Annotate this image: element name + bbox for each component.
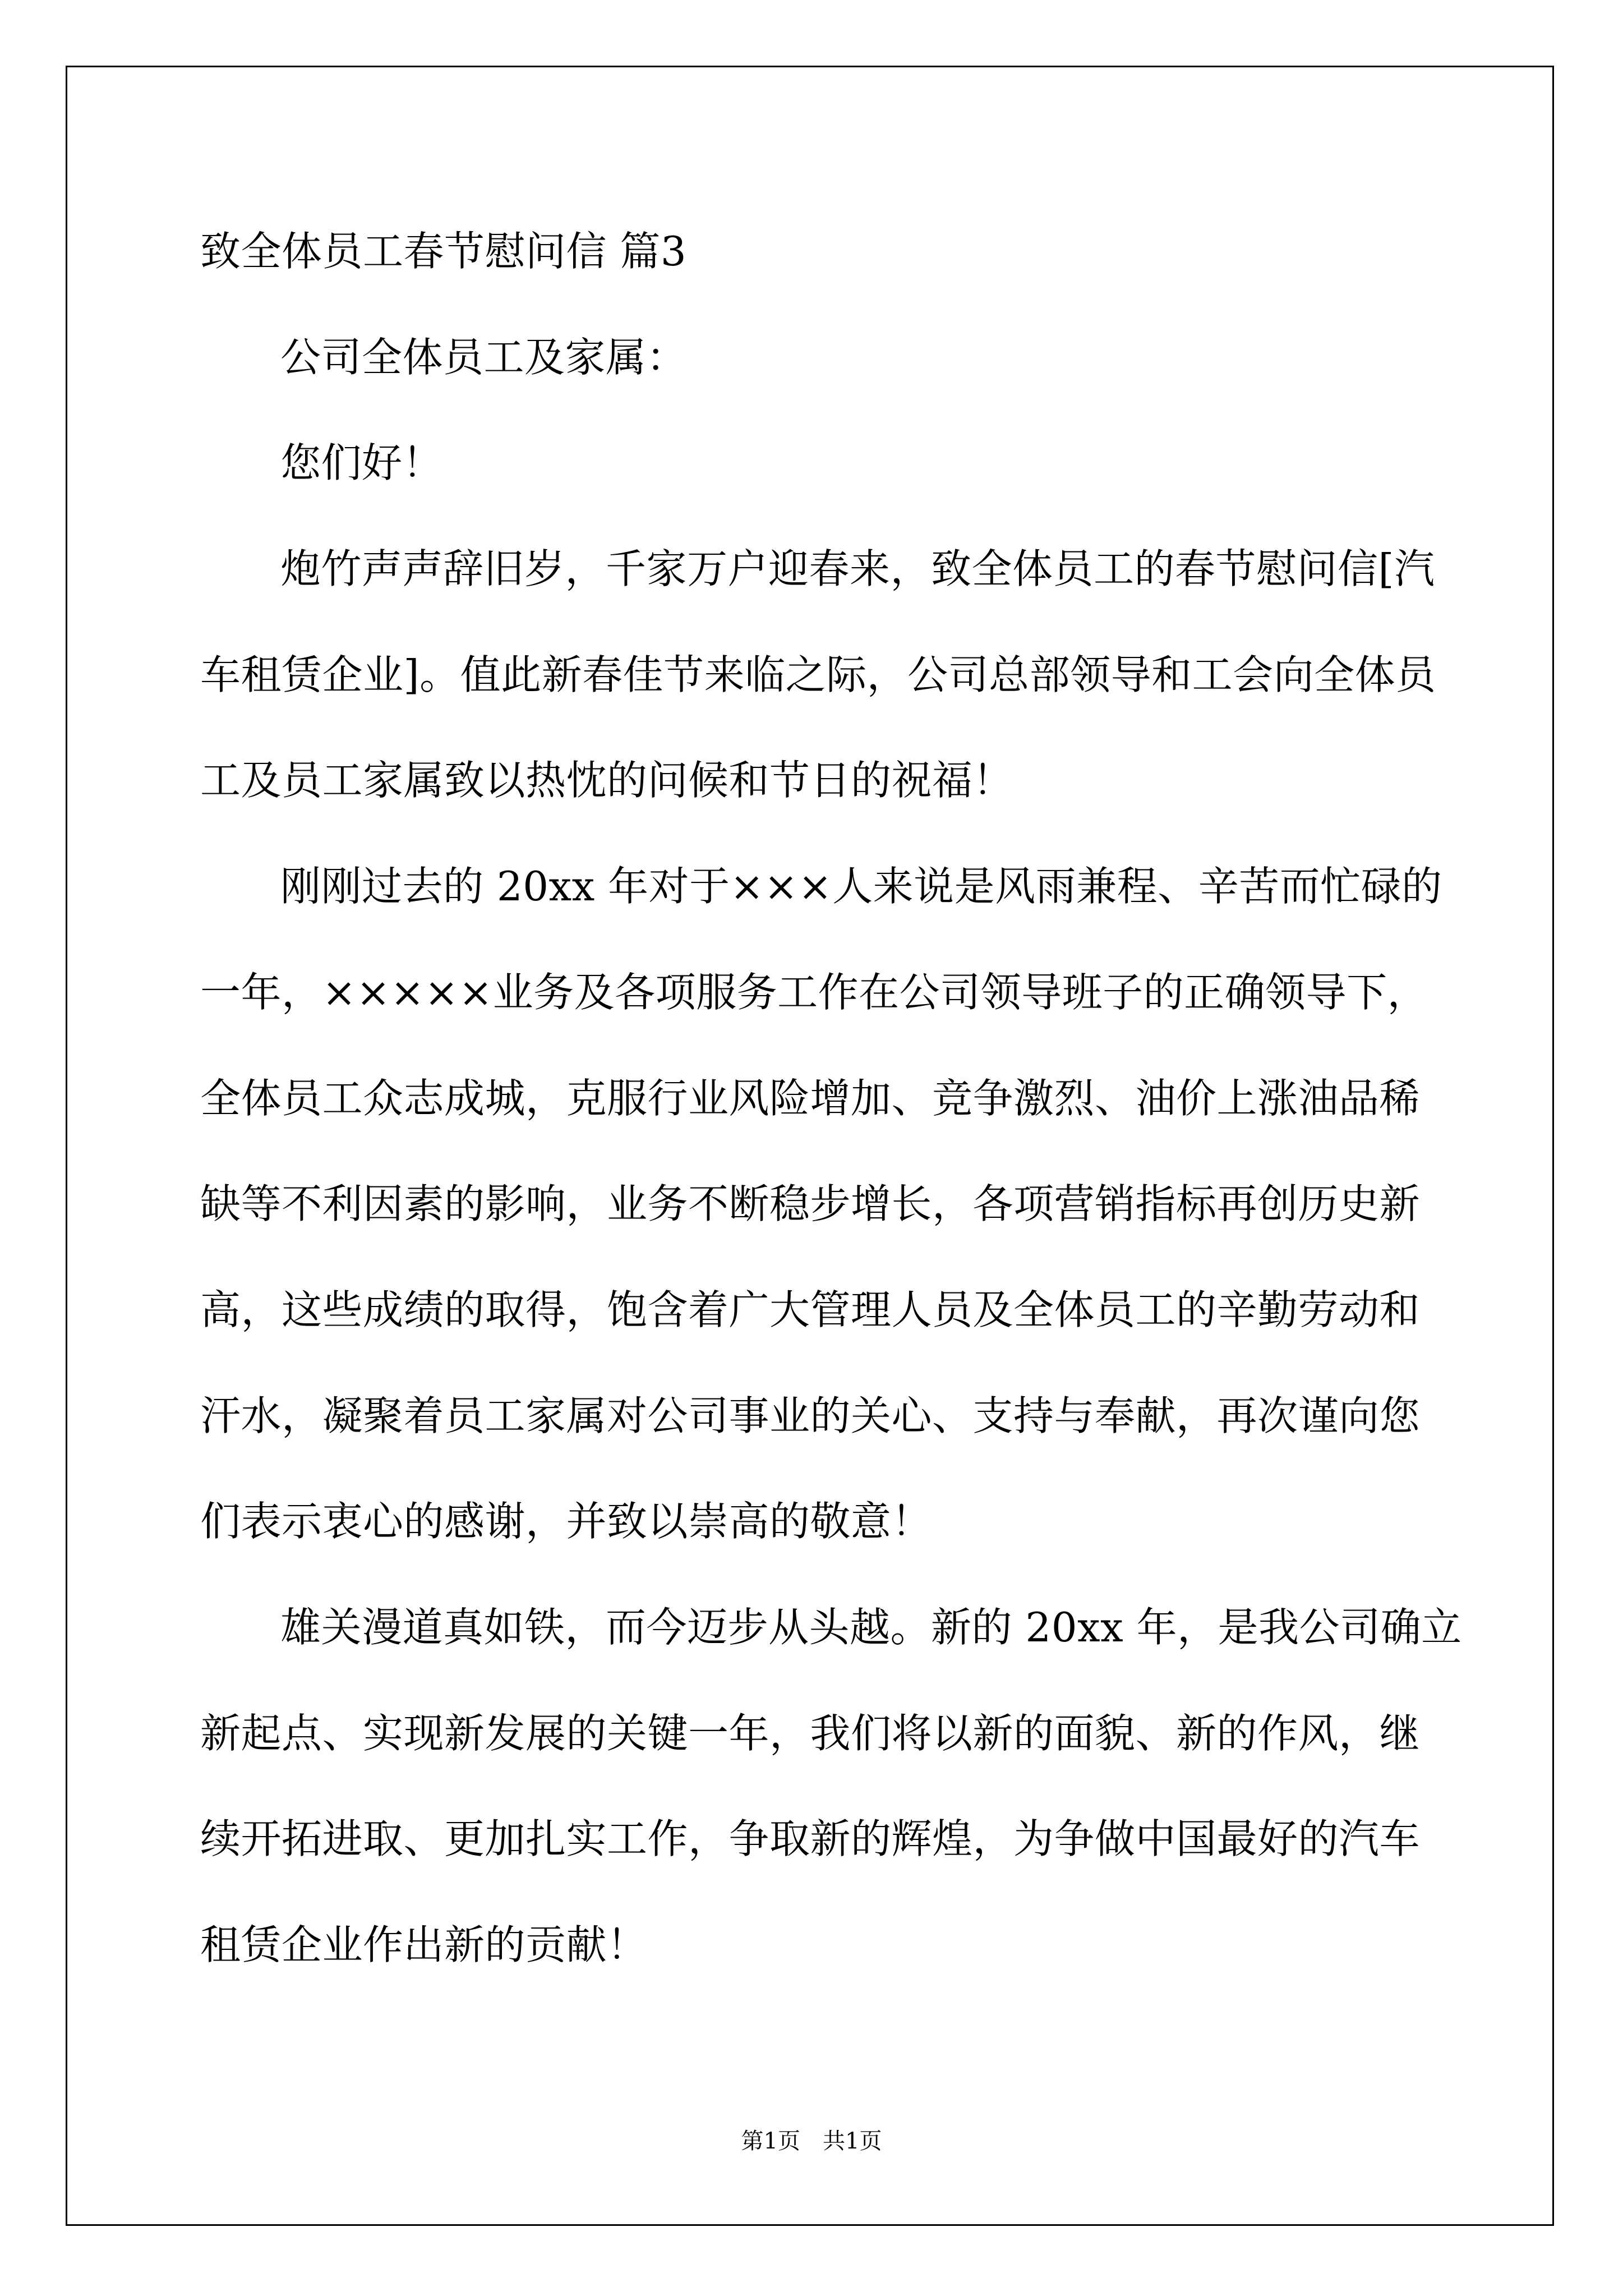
paragraph-line: 全体员工众志成城，克服行业风险增加、竞争激烈、油价上涨油品稀 xyxy=(200,1074,1421,1122)
paragraph-line: 刚刚过去的 20xx 年对于×××人来说是风雨兼程、辛苦而忙碌的 xyxy=(280,863,1442,910)
paragraph-line: 车租赁企业]。值此新春佳节来临之际，公司总部领导和工会向全体员 xyxy=(200,651,1436,698)
paragraph-line: 汗水，凝聚着员工家属对公司事业的关心、支持与奉献，再次谨向您 xyxy=(200,1392,1421,1439)
paragraph-line: 工及员工家属致以热忱的问候和节日的祝福！ xyxy=(200,757,1014,804)
paragraph-line: 缺等不利因素的影响，业务不断稳步增长，各项营销指标再创历史新 xyxy=(200,1180,1421,1228)
paragraph-line: 们表示衷心的感谢，并致以崇高的敬意！ xyxy=(200,1498,933,1545)
paragraph-3 xyxy=(200,1575,1524,1998)
document-body xyxy=(200,199,1524,1998)
salutation: 公司全体员工及家属： xyxy=(280,333,688,381)
paragraph-line: 续开拓进取、更加扎实工作，争取新的辉煌，为争做中国最好的汽车 xyxy=(200,1815,1421,1863)
paragraph-1 xyxy=(200,516,1524,834)
paragraph-line: 一年，×××××业务及各项服务工作在公司领导班子的正确领导下， xyxy=(200,968,1428,1016)
document-title: 致全体员工春节慰问信 篇3 xyxy=(200,228,687,275)
paragraph-line: 雄关漫道真如铁，而今迈步从头越。新的 20xx 年，是我公司确立 xyxy=(280,1603,1462,1651)
paragraph-2 xyxy=(200,834,1524,1575)
paragraph-line: 高，这些成绩的取得，饱含着广大管理人员及全体员工的辛勤劳动和 xyxy=(200,1286,1421,1333)
paragraph-line: 新起点、实现新发展的关键一年，我们将以新的面貌、新的作风，继 xyxy=(200,1709,1421,1757)
paragraph-line: 炮竹声声辞旧岁，千家万户迎春来，致全体员工的春节慰问信[汽 xyxy=(280,545,1435,593)
page-number-footer: 第1页 共1页 xyxy=(741,2128,882,2154)
paragraph-line: 租赁企业作出新的贡献！ xyxy=(200,1921,648,1968)
greeting: 您们好！ xyxy=(280,439,444,487)
